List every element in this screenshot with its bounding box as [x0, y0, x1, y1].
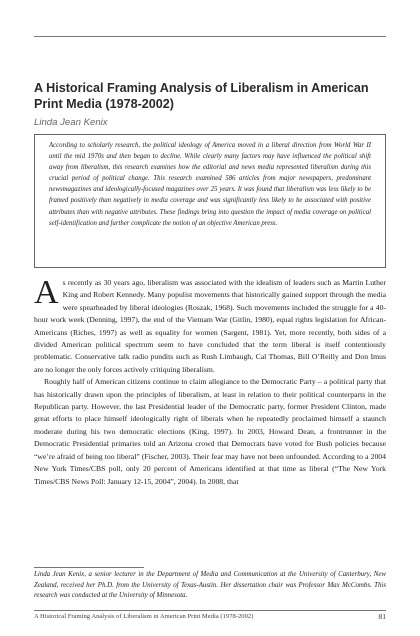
running-footer-title: A Historical Framing Analysis of Liberalism in American Print Media (1978-2002)	[34, 613, 254, 620]
author-footnote: Linda Jean Kenix, a senior lecturer in the Department of Media and Communication at the University of Canterbury, New Zealand, received her Ph.D. from the University of Texas-Austin. Her dissertation chair was Professor Max McCombs. This research was conducted at the University of Minnesota.	[34, 571, 386, 600]
drop-cap: A	[34, 274, 59, 311]
body-paragraph-1	[34, 274, 386, 376]
footer-rule	[34, 610, 386, 611]
author-name: Linda Jean Kenix	[34, 117, 108, 128]
header-rule	[34, 36, 386, 37]
abstract-text: According to scholarly research, the political ideology of America moved in a liberal direction from World War II until the mid 1970s and then began to decline. While clearly many factors may have influenced the political shift away from liberalism, this research examines how the editorial and news media represented liberalism during this crucial period of political change. This research examined 586 articles from major newspapers, predominant newsmagazines and ideologically-focused magazines over 25 years. It was found that liberalism was less likely to be framed positively than negatively in media coverage and was significantly less likely to be associated with positive attributes than with negative attributes. These findings bring into question the impact of media coverage on political self-identification and further complicate the notion of an objective American press.	[49, 142, 371, 227]
body-paragraph-2: Roughly half of American citizens continue to claim allegiance to the Democratic Party – a political party that has historically drawn upon the principles of liberalism, at least in relation to their political counterparts in the Republican party. However, the last Presidential leader of the Democratic party, former President Clinton, made great efforts to place himself ideologically right of liberals when he repeatedly proclaimed himself a staunch moderate during his two democratic elections (King, 1997). In 2003, Howard Dean, a frontrunner in the Democratic Presidential primaries told an Arizona crowd that Democrats have voted for Bush policies because “we’re afraid of being too liberal” (Fischer, 2003). Their fear may have not been unfounded. According to a 2004 New York Times/CBS poll, only 20 percent of Americans identified at that time as liberal (“The New York Times/CBS News Poll: January 12-15, 2004”, 2004). In 2008, that	[34, 377, 386, 486]
article-title: A Historical Framing Analysis of Liberalism in American Print Media (1978-2002)	[34, 81, 369, 111]
page-number: 81	[378, 612, 386, 621]
article-body	[34, 274, 386, 488]
paragraph-1-text: s recently as 30 years ago, liberalism was associated with the idealism of leaders such as Martin Luther King and Robert Kennedy. Many populist movements that historically gained support through the media were spearheaded by liberal ideologies (Roszak, 1968). Such movements included the struggle for a 40-hour work week (Denning, 1997), the end of the Vietnam War (Gitlin, 1980), equal rights legislation for African-Americans (Riches, 1997) as well as equality for women (Sargent, 1981). Yet, more recently, both sides of a divided American political spectrum seem to have concluded that the term liberal is itself contentiously problematic. Conservative talk radio pundits such as Rush Limbaugh, Cal Thomas, Bill O’Reilly and Don Imus are no longer the only forces actively critiquing liberalism.	[34, 278, 386, 374]
footnote-rule	[34, 567, 144, 568]
abstract-box	[34, 134, 386, 268]
